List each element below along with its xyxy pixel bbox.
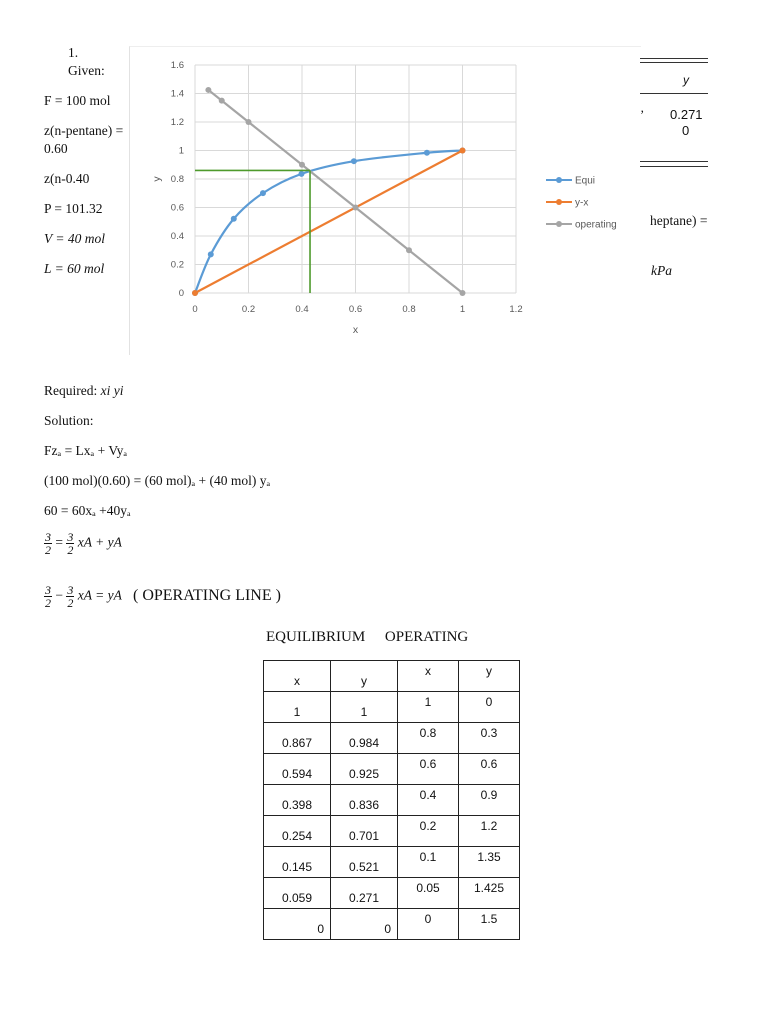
- fragment-left-mark: ʼ: [640, 107, 645, 122]
- table-cell: 0.059: [264, 878, 331, 909]
- table-cell: 0.271: [331, 878, 398, 909]
- y-tick-label: 0.4: [170, 231, 184, 242]
- y-tick-label: 1.2: [170, 117, 184, 128]
- series-point-Equi: [231, 216, 237, 222]
- given-block: [44, 44, 128, 290]
- table-header-cell: y: [459, 661, 520, 692]
- table-row: [264, 723, 520, 754]
- required-label: Required:: [44, 383, 98, 398]
- table-cell: 0.521: [331, 847, 398, 878]
- equation-material-balance: Fzₐ = Lxₐ + Vyₐ: [44, 443, 128, 458]
- legend-label-Equi: Equi: [575, 175, 596, 187]
- cropped-table-fragment: [640, 55, 768, 295]
- table-cell: 0.1: [398, 847, 459, 878]
- table-cell: 0.6: [459, 754, 520, 785]
- fraction-right-2: $\frac{3}{2}$: [67, 583, 74, 610]
- x-tick-label: 0.8: [402, 304, 416, 315]
- y-tick-label: 1.6: [170, 60, 184, 71]
- x-tick-label: 0.6: [348, 304, 363, 315]
- table-header-cell: x: [398, 661, 459, 692]
- x-axis-label: x: [352, 324, 359, 336]
- table-header-cell: x: [264, 661, 331, 692]
- y-tick-label: 0: [178, 288, 184, 299]
- equation-fraction-tail: xA + yA: [77, 534, 122, 550]
- fragment-unit: kPa: [651, 263, 672, 278]
- legend-marker-operating: [556, 221, 562, 227]
- table-cell: 0: [331, 909, 398, 940]
- series-point-operating: [205, 87, 211, 93]
- x-tick-label: 0: [192, 304, 198, 315]
- rule-bottom-2: [640, 166, 708, 167]
- table-cell: 0: [398, 909, 459, 940]
- legend-marker-y-x: [556, 199, 562, 205]
- equilibrium-heading: EQUILIBRIUM: [266, 629, 366, 645]
- table-cell: 1.35: [459, 847, 520, 878]
- x-tick-label: 1: [459, 304, 466, 315]
- series-point-operating: [406, 247, 412, 253]
- x-tick-label: 1.2: [509, 304, 523, 315]
- equation-substituted: (100 mol)(0.60) = (60 mol)ₐ + (40 mol) yₐ: [44, 473, 271, 488]
- required-vars: xi yi: [100, 383, 124, 398]
- x-tick-label: 0.2: [241, 304, 256, 315]
- fragment-heptane: heptane) =: [650, 213, 708, 228]
- table-cell: 0.9: [459, 785, 520, 816]
- equilibrium-operating-table: [263, 660, 520, 940]
- solution-label: Solution:: [44, 413, 94, 428]
- given-title: Given:: [68, 63, 105, 78]
- operating-heading: OPERATING: [384, 629, 469, 645]
- table-heading: [266, 629, 468, 646]
- table-cell: 0.867: [264, 723, 331, 754]
- y-tick-label: 1: [178, 145, 184, 157]
- rule-top-1: [640, 58, 708, 59]
- table-cell: 0: [459, 692, 520, 723]
- y-axis-label: y: [151, 176, 163, 182]
- series-point-operating: [299, 162, 305, 168]
- table-cell: 0.05: [398, 878, 459, 909]
- table-cell: 1: [331, 692, 398, 723]
- table-cell: 1: [398, 692, 459, 723]
- legend-label-operating: operating: [575, 219, 617, 231]
- series-point-Equi: [424, 150, 430, 156]
- given-z-heptane: z(n-0.40: [44, 171, 90, 186]
- table-cell: 0.701: [331, 816, 398, 847]
- y-tick-label: 0.8: [170, 174, 184, 185]
- given-feed: F = 100 mol: [44, 93, 111, 108]
- table-cell: 0: [264, 909, 331, 940]
- series-point-Equi: [260, 190, 266, 196]
- equation-operating-line: $\frac{3}{2}$ − $\frac{3}{2}$ xA = yA ( OPERATING LINE ): [45, 583, 281, 610]
- table-cell: 0.4: [398, 785, 459, 816]
- table-header-row: [264, 661, 520, 692]
- table-row: [264, 847, 520, 878]
- table-row: [264, 692, 520, 723]
- table-header-cell: y: [331, 661, 398, 692]
- fraction-left: $\frac{3}{2}$: [45, 530, 51, 557]
- table-cell: 1.5: [459, 909, 520, 940]
- series-point-operating: [353, 205, 359, 211]
- table-cell: 1: [264, 692, 331, 723]
- series-point-operating: [460, 290, 466, 296]
- series-point-y-x: [192, 290, 198, 296]
- rule-top-2: [640, 62, 708, 63]
- table-cell: 0.145: [264, 847, 331, 878]
- table-row: [264, 816, 520, 847]
- y-tick-label: 0.2: [170, 259, 184, 271]
- fraction-left-2: $\frac{3}{2}$: [45, 583, 51, 610]
- required-line: [44, 383, 124, 399]
- equation-operating-tail: xA = yA: [77, 587, 122, 603]
- legend-marker-Equi: [556, 177, 562, 183]
- series-point-Equi: [351, 158, 357, 164]
- x-tick-label: 0.4: [295, 304, 309, 315]
- chart-frame: [129, 46, 641, 355]
- legend-label-y-x: y-x: [575, 197, 589, 209]
- equation-simplified: 60 = 60xₐ +40yₐ: [44, 503, 131, 518]
- table-cell: 0.836: [331, 785, 398, 816]
- rule-bottom-1: [640, 161, 708, 162]
- table-row: [264, 878, 520, 909]
- table-row: [264, 754, 520, 785]
- fragment-value-2: 0: [682, 123, 690, 138]
- fragment-value-1: 0.271: [670, 107, 703, 122]
- table-cell: 0.398: [264, 785, 331, 816]
- series-point-y-x: [460, 148, 466, 154]
- table-cell: 0.8: [398, 723, 459, 754]
- table-cell: 0.3: [459, 723, 520, 754]
- series-line-y-x: [195, 151, 463, 294]
- table-row: [264, 909, 520, 940]
- table-cell: 0.594: [264, 754, 331, 785]
- table-cell: 0.2: [398, 816, 459, 847]
- y-tick-label: 0.6: [170, 202, 184, 214]
- problem-number: 1.: [68, 45, 79, 60]
- operating-line-label: ( OPERATING LINE ): [132, 586, 281, 604]
- table-cell: 1.425: [459, 878, 520, 909]
- table-cell: 0.254: [264, 816, 331, 847]
- given-z-pentane: z(n-pentane) = 0.60: [44, 123, 124, 156]
- table-cell: 0.6: [398, 754, 459, 785]
- table-row: [264, 785, 520, 816]
- table-cell: 0.925: [331, 754, 398, 785]
- y-tick-label: 1.4: [170, 88, 184, 100]
- table-cell: 1.2: [459, 816, 520, 847]
- equation-fraction-form: $\frac{3}{2}$ = $\frac{3}{2}$ xA + yA: [45, 530, 122, 557]
- series-point-Equi: [298, 171, 304, 177]
- given-liquid: L = 60 mol: [44, 261, 105, 276]
- fraction-right: $\frac{3}{2}$: [67, 530, 74, 557]
- series-point-Equi: [208, 251, 214, 257]
- fragment-y-header: y: [683, 73, 689, 87]
- xy-diagram-chart: [130, 47, 641, 355]
- series-point-operating: [219, 98, 225, 104]
- given-pressure: P = 101.32: [44, 201, 103, 216]
- table-cell: 0.984: [331, 723, 398, 754]
- given-vapor: V = 40 mol: [44, 231, 105, 246]
- series-point-operating: [246, 119, 252, 125]
- rule-mid: [640, 93, 708, 94]
